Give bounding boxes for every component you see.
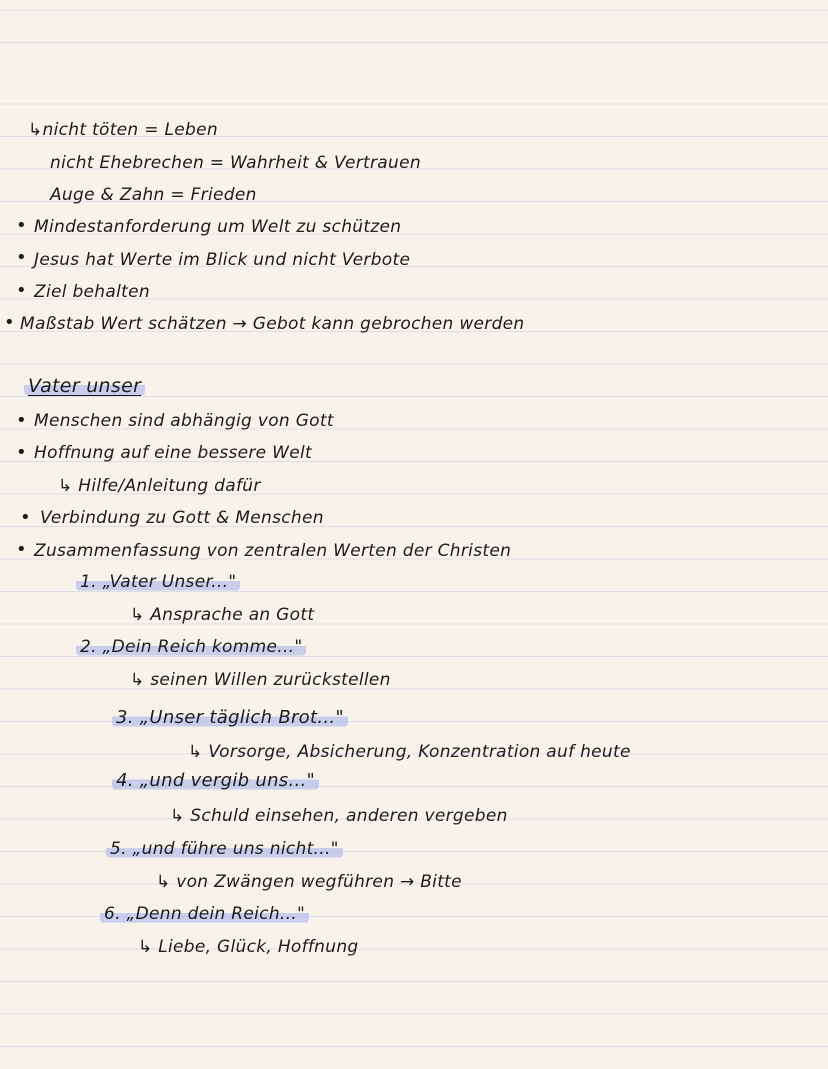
point-zusammenfassung: Zusammenfassung von zentralen Werten der Christen bbox=[34, 541, 512, 561]
section-6-title: 6. „Denn dein Reich..." bbox=[100, 903, 309, 925]
section-6-note: ↳ Liebe, Glück, Hoffnung bbox=[138, 937, 359, 957]
bullet-icon: • bbox=[16, 247, 27, 268]
bullet-icon: • bbox=[16, 280, 27, 301]
section-1-note: ↳ Ansprache an Gott bbox=[130, 605, 315, 625]
section-heading-vater-unser: Vater unser bbox=[24, 375, 145, 397]
section-4-title: 4. „und vergib uns..." bbox=[112, 770, 319, 792]
section-5-title: 5. „und führe uns nicht..." bbox=[106, 838, 343, 860]
note-line-auge-zahn: Auge & Zahn = Frieden bbox=[50, 185, 257, 205]
note-line-ziel: Ziel behalten bbox=[34, 282, 150, 302]
note-line-mindestanforderung: Mindestanforderung um Welt zu schützen bbox=[34, 217, 402, 237]
bullet-icon: • bbox=[16, 442, 27, 463]
note-line-massstab: Maßstab Wert schätzen → Gebot kann gebrochen werden bbox=[20, 314, 525, 334]
point-abhaengig: Menschen sind abhängig von Gott bbox=[34, 411, 334, 431]
point-verbindung: Verbindung zu Gott & Menschen bbox=[40, 508, 324, 528]
bullet-icon: • bbox=[4, 312, 15, 333]
section-3-title: 3. „Unser täglich Brot..." bbox=[112, 707, 348, 729]
section-2-title: 2. „Dein Reich komme..." bbox=[76, 636, 306, 658]
bullet-icon: • bbox=[16, 410, 27, 431]
point-hoffnung: Hoffnung auf eine bessere Welt bbox=[34, 443, 313, 463]
note-line-ehebrechen: nicht Ehebrechen = Wahrheit & Vertrauen bbox=[50, 153, 421, 173]
bullet-icon: • bbox=[16, 539, 27, 560]
point-hilfe: ↳ Hilfe/Anleitung dafür bbox=[58, 476, 261, 496]
bullet-icon: • bbox=[20, 507, 31, 528]
section-4-note: ↳ Schuld einsehen, anderen vergeben bbox=[170, 806, 508, 826]
section-1-title: 1. „Vater Unser..." bbox=[76, 571, 240, 593]
section-3-note: ↳ Vorsorge, Absicherung, Konzentration auf heute bbox=[188, 742, 631, 762]
bullet-icon: • bbox=[16, 215, 27, 236]
note-line-nicht-toeten: ↳nicht töten = Leben bbox=[28, 120, 218, 140]
section-5-note: ↳ von Zwängen wegführen → Bitte bbox=[156, 872, 462, 892]
note-line-jesus: Jesus hat Werte im Blick und nicht Verbote bbox=[34, 250, 411, 270]
section-2-note: ↳ seinen Willen zurückstellen bbox=[130, 670, 391, 690]
